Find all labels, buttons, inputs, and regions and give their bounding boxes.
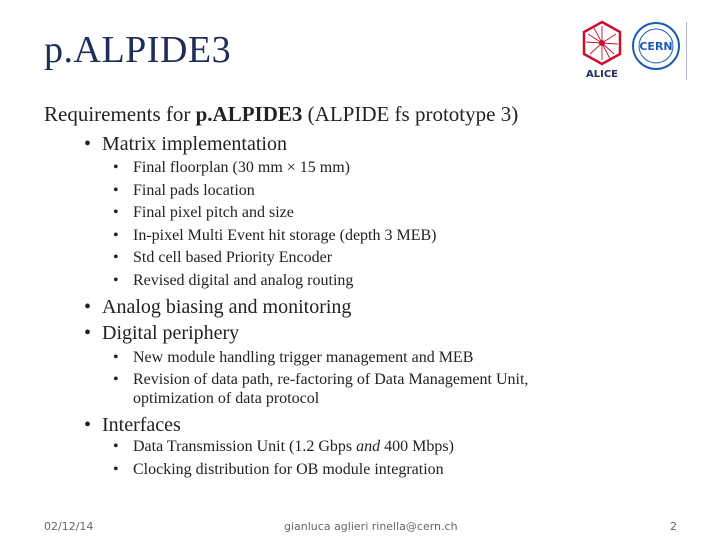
requirements-prefix: Requirements for bbox=[44, 102, 196, 126]
matrix-items bbox=[133, 157, 437, 293]
section-heading-digital: • Digital periphery bbox=[102, 320, 351, 346]
section-list-interfaces bbox=[102, 412, 181, 438]
cern-logo-text: CERN bbox=[639, 40, 673, 53]
matrix-item: • Revised digital and analog routing bbox=[133, 270, 437, 293]
decorative-line bbox=[686, 22, 687, 80]
dtu-text-italic: and bbox=[356, 438, 381, 455]
footer-page-number: 2 bbox=[670, 520, 677, 533]
section-list-analog-digital bbox=[102, 294, 351, 346]
interfaces-item bbox=[133, 436, 454, 459]
alice-logo bbox=[578, 20, 626, 80]
cern-logo bbox=[630, 20, 682, 72]
digital-items bbox=[133, 347, 613, 408]
dtu-text-before: Data Transmission Unit (1.2 Gbps bbox=[133, 438, 357, 455]
dtu-text-after: 400 Mbps) bbox=[380, 438, 454, 455]
requirements-suffix: (ALPIDE fs prototype 3) bbox=[302, 102, 519, 126]
matrix-item: • Std cell based Priority Encoder bbox=[133, 247, 437, 270]
section-heading-interfaces: • Interfaces bbox=[102, 412, 181, 438]
matrix-item: • Final pads location bbox=[133, 180, 437, 203]
interfaces-items bbox=[133, 436, 454, 481]
digital-item: • New module handling trigger management and MEB bbox=[133, 347, 613, 370]
footer-date: 02/12/14 bbox=[44, 520, 94, 533]
requirements-line bbox=[44, 102, 518, 127]
digital-item: • Revision of data path, re-factoring of Data Management Unit, optimization of data protocol bbox=[133, 370, 613, 408]
slide-title: p.ALPIDE3 bbox=[44, 29, 232, 71]
requirements-chip-name: p.ALPIDE3 bbox=[195, 102, 303, 126]
alice-logo-text: ALICE bbox=[585, 69, 619, 80]
matrix-item: • Final floorplan (30 mm × 15 mm) bbox=[133, 157, 437, 180]
section-list-matrix bbox=[102, 131, 287, 157]
matrix-item: • In-pixel Multi Event hit storage (depth 3 MEB) bbox=[133, 225, 437, 248]
interfaces-item: • Clocking distribution for OB module integration bbox=[133, 459, 454, 482]
section-heading-analog: • Analog biasing and monitoring bbox=[102, 294, 351, 320]
matrix-item: • Final pixel pitch and size bbox=[133, 202, 437, 225]
footer-email: gianluca aglieri rinella@cern.ch bbox=[284, 520, 458, 533]
section-heading-matrix: • Matrix implementation bbox=[102, 131, 287, 157]
